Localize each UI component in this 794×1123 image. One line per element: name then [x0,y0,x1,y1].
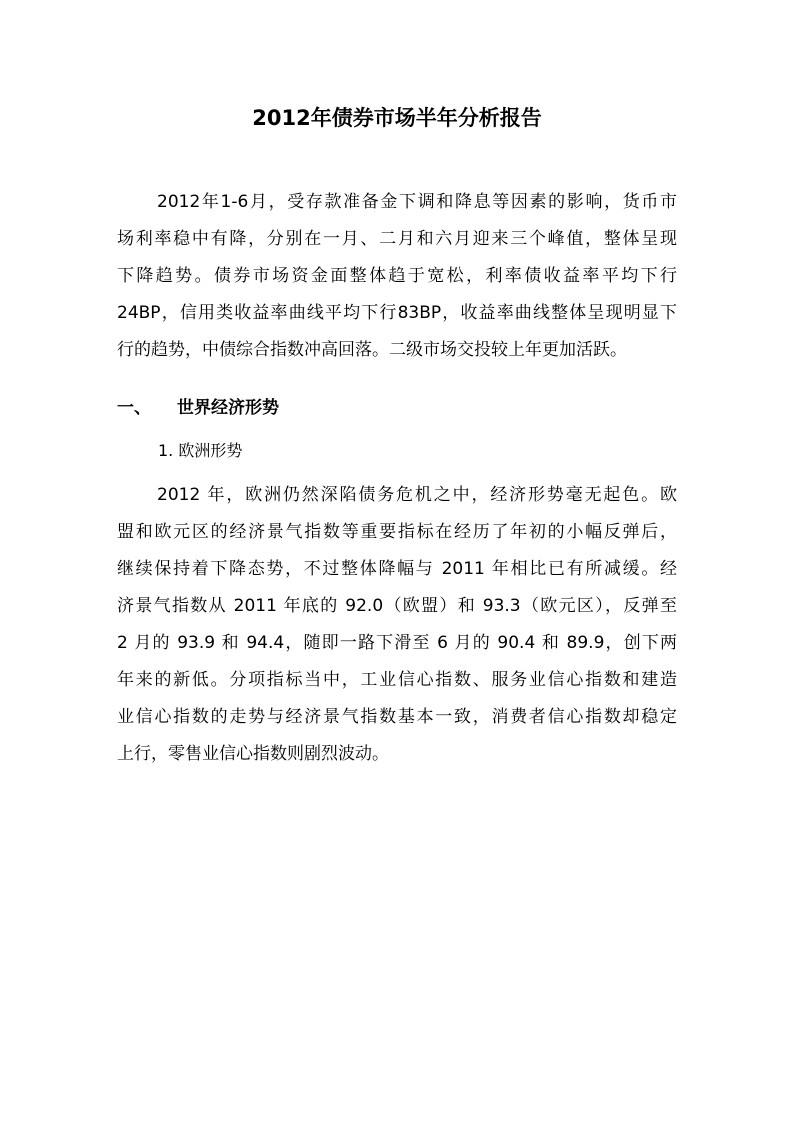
europe-line: 2012 年，欧洲仍然深陷债务危机之中，经济形势毫无起色。欧 [157,485,677,505]
section-number: 一、 [117,398,151,418]
europe-line: 业信心指数的走势与经济景气指数基本一致，消费者信心指数却稳定 [117,707,677,727]
europe-line: 盟和欧元区的经济景气指数等重要指标在经历了年初的小幅反弹后， [117,522,677,542]
europe-line: 年来的新低。分项指标当中，工业信心指数、服务业信心指数和建造 [117,670,677,690]
europe-line: 2 月的 93.9 和 94.4，随即一路下滑至 6 月的 90.4 和 89.9，创下两 [117,633,677,653]
document-title: 2012年债券市场半年分析报告 [252,106,542,130]
section-title: 世界经济形势 [177,398,279,418]
subsection-heading: 1. 欧洲形势 [158,441,243,460]
intro-line: 场利率稳中有降，分别在一月、二月和六月迎来三个峰值，整体呈现 [117,229,677,249]
europe-line: 上行，零售业信心指数则剧烈波动。 [117,744,389,764]
europe-line: 济景气指数从 2011 年底的 92.0（欧盟）和 93.3（欧元区），反弹至 [117,596,677,616]
section-heading [117,393,279,423]
intro-line: 行的趋势，中债综合指数冲高回落。二级市场交投较上年更加活跃。 [117,340,627,360]
intro-paragraph [117,184,677,369]
intro-line: 下降趋势。债券市场资金面整体趋于宽松，利率债收益率平均下行 [117,266,677,286]
intro-line: 24BP，信用类收益率曲线平均下行83BP，收益率曲线整体呈现明显下 [117,303,677,323]
europe-line: 继续保持着下降态势，不过整体降幅与 2011 年相比已有所减缓。经 [117,559,677,579]
europe-paragraph [117,477,677,773]
intro-line: 2012年1-6月，受存款准备金下调和降息等因素的影响，货币市 [157,192,677,212]
